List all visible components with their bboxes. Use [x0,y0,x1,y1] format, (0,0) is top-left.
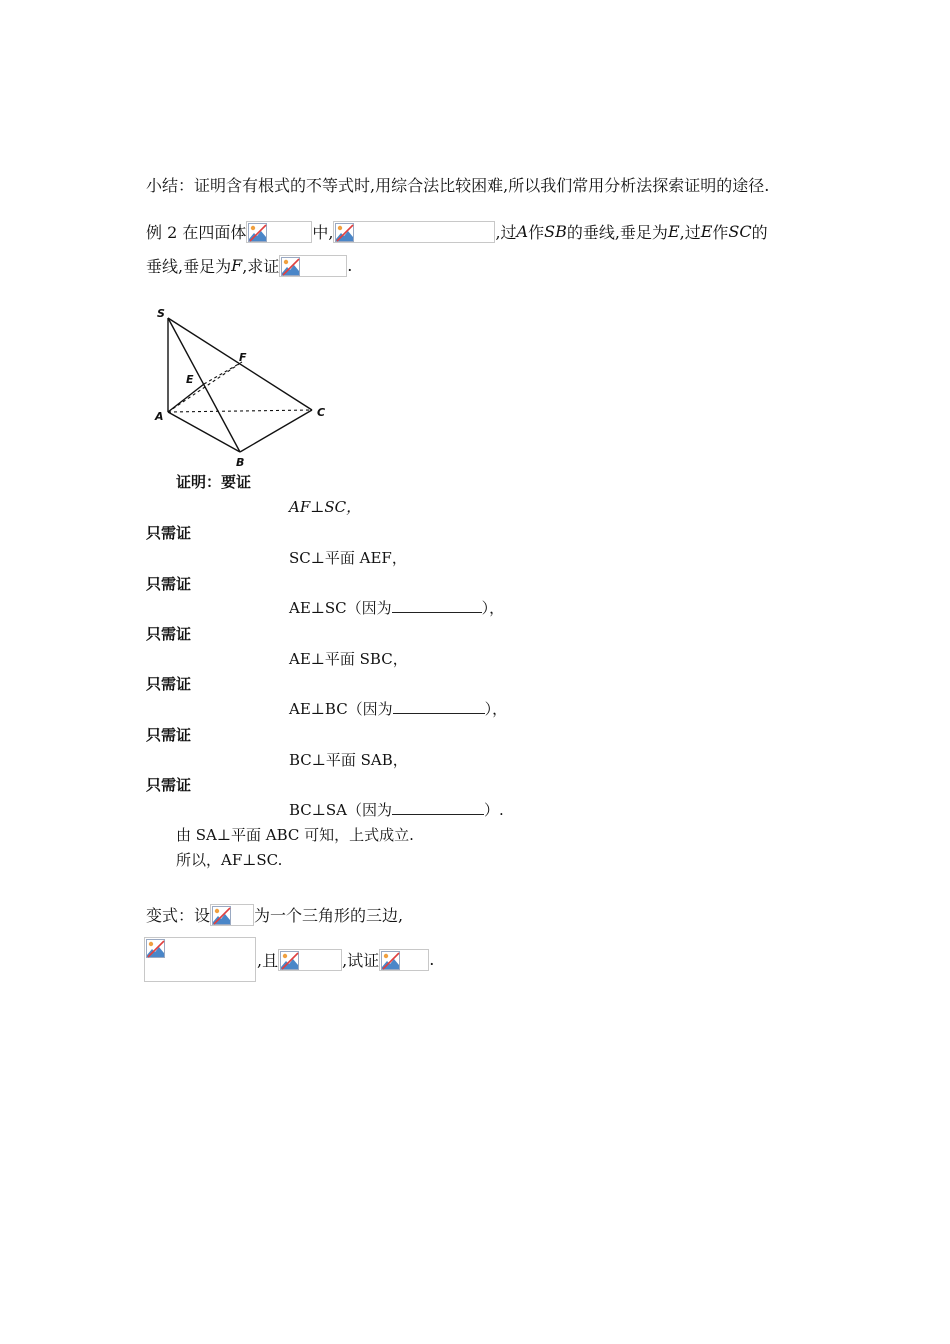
proof-step-5 [289,698,507,719]
example2-t1: 作 [528,223,545,242]
broken-image-icon [381,951,400,970]
label-b: B [236,456,245,469]
proof-step-8: 由 SA⊥平面 ABC 可知，上式成立. [176,826,414,844]
proof-step-9: 所以，AF⊥SC. [176,851,283,869]
variant-label: 变式：设 [146,906,211,925]
fill-blank-1[interactable] [392,598,482,613]
fill-blank-3[interactable] [392,800,484,815]
example2-t3: ,过 [679,223,701,242]
example2-t5: 的 [751,223,768,242]
proof-need-3: 只需证 [146,625,192,643]
label-s: S [157,307,165,320]
label-a: A [155,410,164,423]
point-a: A [516,222,529,241]
edge-bc [240,410,312,452]
proof-step-2: SC⊥平面 AEF， [289,549,407,567]
label-c: C [317,406,326,419]
example2-mid2: ,过 [495,223,517,242]
formula-image-condition-block [144,937,256,982]
example2-line2b: ,求证 [242,257,280,276]
formula-image-prove [379,949,429,971]
proof-step-3b: ）， [481,599,505,617]
variant-t1: 为一个三角形的三边, [254,906,404,925]
summary-label: 小结： [146,176,195,195]
variant-t4: . [429,950,435,969]
proof-step-1: AF⊥SC， [289,498,362,516]
broken-image-icon [212,906,231,925]
variant-line1 [146,903,403,926]
proof-need-1: 只需证 [146,524,192,542]
proof-step-3a: AE⊥SC（因为 [289,599,392,617]
segment-sc: SC [728,222,752,241]
example2-line2c: . [347,256,353,275]
point-f: F [231,256,243,275]
proof-need-2: 只需证 [146,575,192,593]
formula-image-sides [210,904,254,926]
example2-line2 [146,254,352,277]
fill-blank-2[interactable] [393,699,485,714]
label-e: E [186,373,194,386]
example2-t2: 的垂线,垂足为 [566,223,668,242]
proof-step-5b: ）， [484,700,508,718]
example2-t4: 作 [712,223,729,242]
proof-step-6: BC⊥平面 SAB， [289,751,408,769]
variant-t3: ,试证 [342,951,380,970]
proof-step-5a: AE⊥BC（因为 [289,700,393,718]
point-e: E [667,222,680,241]
summary-line [146,173,769,196]
proof-step-7b: ）. [484,801,504,819]
formula-image-and [278,949,342,971]
segment-af-hidden [168,362,242,412]
proof-need-4: 只需证 [146,675,192,693]
example2-line1 [146,220,768,243]
formula-image-goal [279,255,347,277]
formula-image-condition [333,221,495,243]
example2-mid1: 中, [312,223,334,242]
segment-sb: SB [544,222,567,241]
proof-need-6: 只需证 [146,776,192,794]
variant-line2 [257,948,434,971]
formula-image-tetrahedron [246,221,312,243]
segment-ef-hidden [204,362,242,384]
broken-image-icon [146,939,165,958]
summary-text: 证明含有根式的不等式时,用综合法比较困难,所以我们常用分析法探索证明的途径. [194,176,770,195]
broken-image-icon [335,223,354,242]
proof-need-5: 只需证 [146,726,192,744]
proof-step-4: AE⊥平面 SBC， [289,650,408,668]
tetrahedron-figure [148,300,348,470]
proof-step-7a: BC⊥SA（因为 [289,801,392,819]
broken-image-icon [280,951,299,970]
variant-t2: ,且 [257,951,279,970]
proof-step-3 [289,597,504,618]
edge-ac-hidden [168,410,312,412]
point-e-2: E [700,222,713,241]
broken-image-icon [248,223,267,242]
proof-step-7 [289,799,504,820]
example2-line2a: 垂线,垂足为 [146,257,232,276]
proof-title: 证明：要证 [176,473,252,491]
example2-lead: 例 2 在四面体 [146,223,247,242]
label-f: F [239,351,247,364]
broken-image-icon [281,257,300,276]
